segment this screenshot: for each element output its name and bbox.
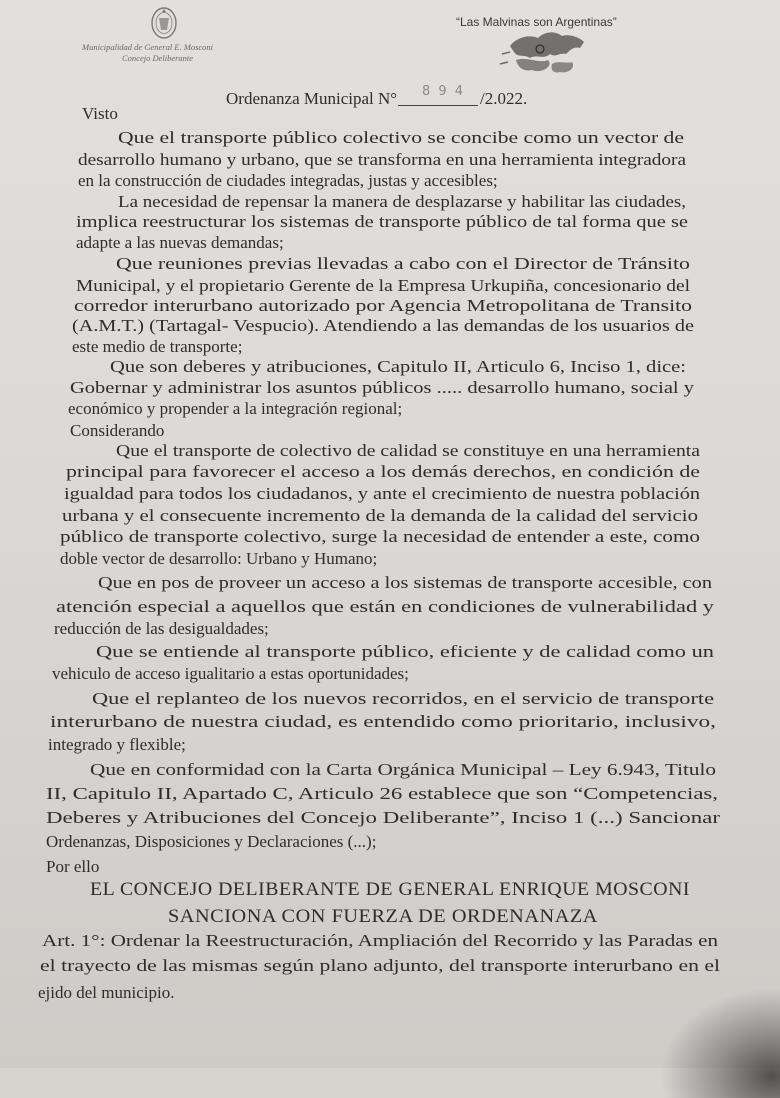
body-text-line: (A.M.T.) (Tartagal- Vespucio). Atendiendo a las demandas de los usuarios de	[72, 316, 694, 335]
body-text-line: Por ello	[46, 857, 100, 876]
body-text-line: Que en conformidad con la Carta Orgánica Municipal – Ley 6.943, Titulo	[90, 760, 716, 779]
body-text-line: desarrollo humano y urbano, que se transforma en una herramienta integradora	[78, 150, 686, 169]
body-text-line: principal para favorecer el acceso a los demás derechos, en condición de	[66, 462, 700, 481]
body-text-line: Que reuniones previas llevadas a cabo con el Director de Tránsito	[116, 254, 690, 273]
municipality-name: Municipalidad de General E. Mosconi	[82, 42, 214, 52]
article-text-line: Art. 1°: Ordenar la Reestructuración, Ampliación del Recorrido y las Paradas en	[42, 931, 718, 950]
body-text-line: Gobernar y administrar los asuntos públicos ..... desarrollo humano, social y	[70, 378, 694, 397]
body-text-line: corredor interurbano autorizado por Agencia Metropolitana de Transito	[74, 296, 692, 315]
body-text-line: igualdad para todos los ciudadanos, y ante el crecimiento de nuestra población	[64, 484, 700, 503]
body-text-line: reducción de las desigualdades;	[54, 619, 269, 638]
municipal-seal-icon	[150, 6, 178, 40]
body-text-line: interurbano de nuestra ciudad, es entendido como prioritario, inclusivo,	[50, 712, 716, 731]
body-text-line: La necesidad de repensar la manera de desplazarse y habilitar las ciudades,	[118, 192, 686, 211]
ordinance-title: Ordenanza Municipal N°	[226, 89, 398, 108]
body-text-line: implica reestructurar los sistemas de transporte público de tal forma que se	[76, 212, 688, 231]
sanction-heading: SANCIONA CON FUERZA DE ORDENANAZA	[168, 906, 598, 927]
body-text-line: Deberes y Atribuciones del Concejo Deliberante”, Inciso 1 (...) Sancionar	[46, 808, 720, 827]
malvinas-slogan: “Las Malvinas son Argentinas”	[456, 15, 617, 29]
body-text-line: Visto	[82, 104, 118, 123]
body-text-line: doble vector de desarrollo: Urbano y Humano;	[60, 549, 378, 568]
ordinance-number-handwritten: 8 9 4	[422, 84, 466, 99]
body-text-line: Que se entiende al transporte público, eficiente y de calidad como un	[96, 642, 714, 661]
body-text-line: público de transporte colectivo, surge la necesidad de entender a este, como	[60, 527, 700, 546]
body-text-line: económico y propender a la integración regional;	[68, 399, 403, 418]
body-text-line: urbana y el consecuente incremento de la demanda de la calidad del servicio	[62, 506, 698, 525]
malvinas-map-icon	[496, 24, 596, 80]
council-name: Concejo Deliberante	[122, 53, 194, 63]
ordinance-year: /2.022.	[480, 89, 528, 108]
body-text-line: Considerando	[70, 421, 165, 440]
municipality-header	[82, 42, 213, 64]
body-text-line: vehiculo de acceso igualitario a estas oportunidades;	[52, 664, 409, 683]
body-text-line: Que el transporte público colectivo se concibe como un vector de	[118, 128, 684, 147]
article-text-line: ejido del municipio.	[38, 983, 175, 1002]
council-heading: EL CONCEJO DELIBERANTE DE GENERAL ENRIQUE MOSCONI	[90, 879, 690, 900]
body-text-line: atención especial a aquellos que están en condiciones de vulnerabilidad y	[56, 597, 714, 616]
body-text-line: en la construcción de ciudades integradas, justas y accesibles;	[78, 171, 498, 190]
body-text-line: Que en pos de proveer un acceso a los sistemas de transporte accesible, con	[98, 573, 712, 592]
body-text-line: II, Capitulo II, Apartado C, Articulo 26 establece que son “Competencias,	[46, 784, 718, 803]
body-text-line: adapte a las nuevas demandas;	[76, 233, 284, 252]
body-text-line: Municipal, y el propietario Gerente de la Empresa Urkupiña, concesionario del	[76, 276, 690, 295]
body-text-line: Que el replanteo de los nuevos recorridos, en el servicio de transporte	[92, 689, 714, 708]
ordinance-number-field	[398, 86, 478, 106]
body-text-line: Ordenanzas, Disposiciones y Declaraciones (...);	[46, 832, 377, 851]
body-text-line: Que el transporte de colectivo de calidad se constituye en una herramienta	[116, 441, 700, 460]
photo-shadow	[660, 988, 780, 1098]
body-text-line: Que son deberes y atribuciones, Capitulo II, Articulo 6, Inciso 1, dice:	[110, 357, 686, 376]
article-text-line: el trayecto de las mismas según plano adjunto, del transporte interurbano en el	[40, 956, 720, 975]
body-text-line: integrado y flexible;	[48, 735, 186, 754]
body-text-line: este medio de transporte;	[72, 337, 243, 356]
